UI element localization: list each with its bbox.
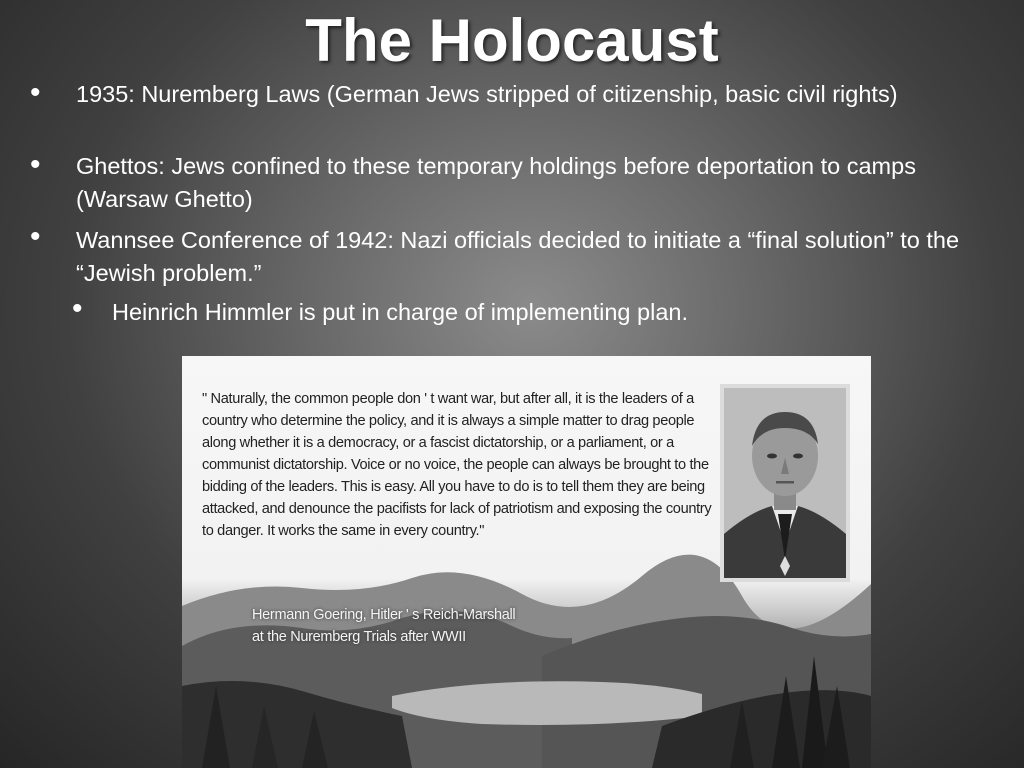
goering-portrait-photo: [720, 384, 850, 582]
bullet-dot: •: [30, 76, 41, 109]
sub-bullet-item-himmler: Heinrich Himmler is put in charge of implementing plan.: [112, 299, 688, 325]
bullet-item-ghettos: Ghettos: Jews confined to these temporary holdings before deportation to camps (Warsaw Ghetto): [76, 153, 916, 212]
caption-line-context: at the Nuremberg Trials after WWII: [252, 629, 466, 645]
photo-caption: [252, 604, 612, 648]
quote-image: [182, 356, 871, 768]
bullet-dot: •: [30, 148, 41, 181]
bullet-dot: •: [30, 220, 41, 253]
caption-line-name: Hermann Goering, Hitler ' s Reich-Marshall: [252, 607, 516, 623]
bullet-item-nuremberg-laws: 1935: Nuremberg Laws (German Jews stripped of citizenship, basic civil rights): [76, 81, 898, 107]
sub-bullet-dot: •: [72, 292, 83, 325]
bullet-item-wannsee: Wannsee Conference of 1942: Nazi officials decided to initiate a “final solution” to the “Jewish problem.”: [76, 227, 960, 286]
slide-title: The Holocaust: [305, 7, 719, 74]
goering-quote: " Naturally, the common people don ' t want war, but after all, it is the leaders of a country who determine the policy, and it is always a simple matter to drag people along whether it is a democracy, or a fascist dictatorship, or a parliament, or a communist dictatorship. Voice or no voice, the people can always be brought to the bidding of the leaders. This is easy. All you have to do is to tell them they are being attacked, and denounce the pacifists for lack of patriotism and exposing the country to danger. It works the same in every country.": [202, 391, 712, 539]
